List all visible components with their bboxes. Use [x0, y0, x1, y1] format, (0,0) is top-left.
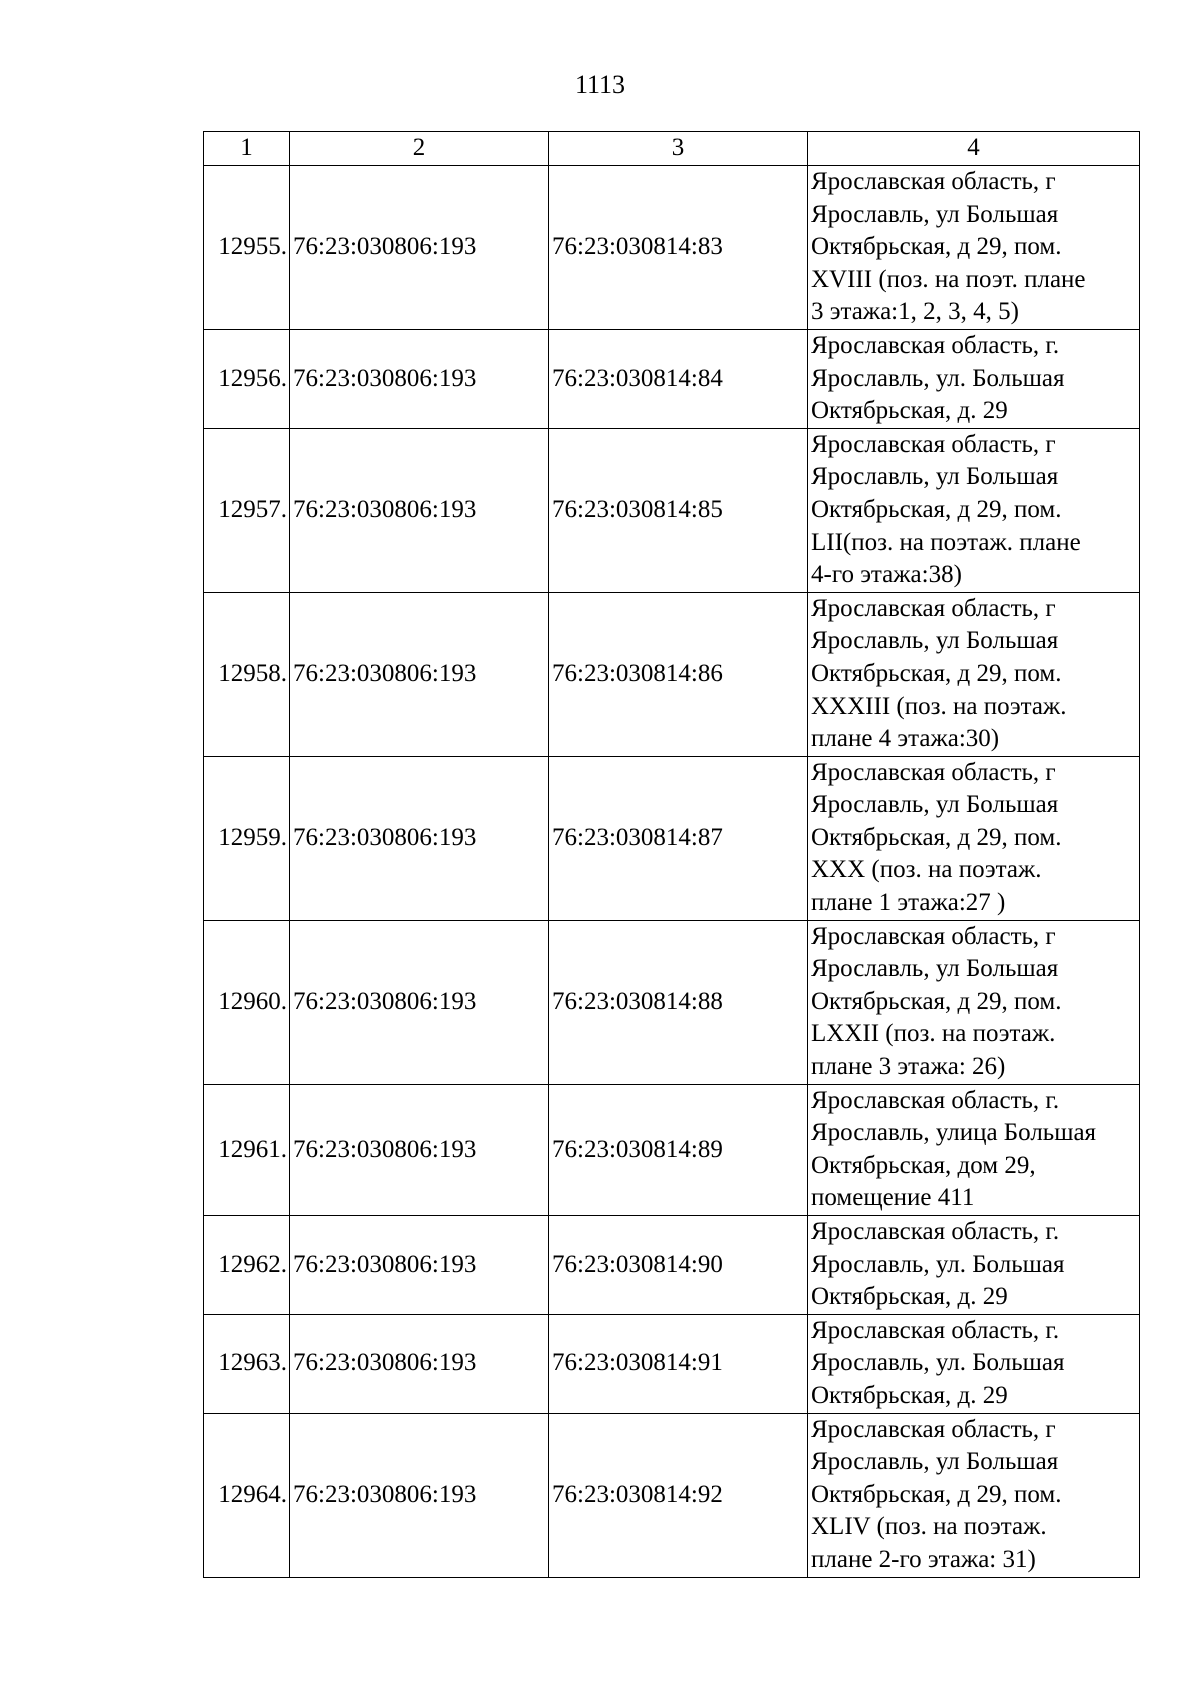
parent-cadastral-number: 76:23:030806:193	[290, 1314, 549, 1413]
header-col-2: 2	[290, 132, 549, 166]
table-body	[204, 166, 1140, 1578]
header-row	[204, 132, 1140, 166]
registry-table	[203, 131, 1140, 1578]
table-row	[204, 1084, 1140, 1215]
header-col-3: 3	[549, 132, 808, 166]
parent-cadastral-number: 76:23:030806:193	[290, 166, 549, 330]
address: Ярославская область, г Ярославль, ул Большая Октябрьская, д 29, пом. XVIII (поз. на поэт. плане 3 этажа:1, 2, 3, 4, 5)	[808, 166, 1140, 330]
row-number: 12956.	[204, 329, 290, 428]
table-row	[204, 329, 1140, 428]
cadastral-number: 76:23:030814:92	[549, 1413, 808, 1577]
row-number: 12961.	[204, 1084, 290, 1215]
address: Ярославская область, г. Ярославль, ул. Большая Октябрьская, д. 29	[808, 329, 1140, 428]
cadastral-number: 76:23:030814:87	[549, 756, 808, 920]
page-number: 1113	[574, 70, 626, 99]
cadastral-number: 76:23:030814:85	[549, 428, 808, 592]
parent-cadastral-number: 76:23:030806:193	[290, 329, 549, 428]
address: Ярославская область, г. Ярославль, улица Большая Октябрьская, дом 29, помещение 411	[808, 1084, 1140, 1215]
row-number: 12957.	[204, 428, 290, 592]
address: Ярославская область, г Ярославль, ул Большая Октябрьская, д 29, пом. XXXIII (поз. на поэтаж. плане 4 этажа:30)	[808, 592, 1140, 756]
address: Ярославская область, г Ярославль, ул Большая Октябрьская, д 29, пом. XLIV (поз. на поэтаж. плане 2-го этажа: 31)	[808, 1413, 1140, 1577]
cadastral-number: 76:23:030814:84	[549, 329, 808, 428]
row-number: 12958.	[204, 592, 290, 756]
parent-cadastral-number: 76:23:030806:193	[290, 1413, 549, 1577]
table-row	[204, 920, 1140, 1084]
address: Ярославская область, г. Ярославль, ул. Большая Октябрьская, д. 29	[808, 1314, 1140, 1413]
table-row	[204, 592, 1140, 756]
cadastral-number: 76:23:030814:83	[549, 166, 808, 330]
cadastral-number: 76:23:030814:91	[549, 1314, 808, 1413]
parent-cadastral-number: 76:23:030806:193	[290, 428, 549, 592]
row-number: 12963.	[204, 1314, 290, 1413]
parent-cadastral-number: 76:23:030806:193	[290, 920, 549, 1084]
address: Ярославская область, г Ярославль, ул Большая Октябрьская, д 29, пом. XXX (поз. на поэтаж. плане 1 этажа:27 )	[808, 756, 1140, 920]
table-row	[204, 756, 1140, 920]
address: Ярославская область, г Ярославль, ул Большая Октябрьская, д 29, пом. LXXII (поз. на поэтаж. плане 3 этажа: 26)	[808, 920, 1140, 1084]
row-number: 12964.	[204, 1413, 290, 1577]
table-row	[204, 1413, 1140, 1577]
table-row	[204, 428, 1140, 592]
address: Ярославская область, г Ярославль, ул Большая Октябрьская, д 29, пом. LII(поз. на поэтаж. плане 4-го этажа:38)	[808, 428, 1140, 592]
cadastral-number: 76:23:030814:90	[549, 1216, 808, 1315]
row-number: 12960.	[204, 920, 290, 1084]
cadastral-number: 76:23:030814:88	[549, 920, 808, 1084]
parent-cadastral-number: 76:23:030806:193	[290, 756, 549, 920]
header-col-1: 1	[204, 132, 290, 166]
table-row	[204, 1216, 1140, 1315]
table-row	[204, 166, 1140, 330]
parent-cadastral-number: 76:23:030806:193	[290, 1084, 549, 1215]
header-col-4: 4	[808, 132, 1140, 166]
parent-cadastral-number: 76:23:030806:193	[290, 1216, 549, 1315]
row-number: 12955.	[204, 166, 290, 330]
table-row	[204, 1314, 1140, 1413]
row-number: 12962.	[204, 1216, 290, 1315]
address: Ярославская область, г. Ярославль, ул. Большая Октябрьская, д. 29	[808, 1216, 1140, 1315]
parent-cadastral-number: 76:23:030806:193	[290, 592, 549, 756]
row-number: 12959.	[204, 756, 290, 920]
cadastral-number: 76:23:030814:86	[549, 592, 808, 756]
table-header	[204, 132, 1140, 166]
cadastral-number: 76:23:030814:89	[549, 1084, 808, 1215]
